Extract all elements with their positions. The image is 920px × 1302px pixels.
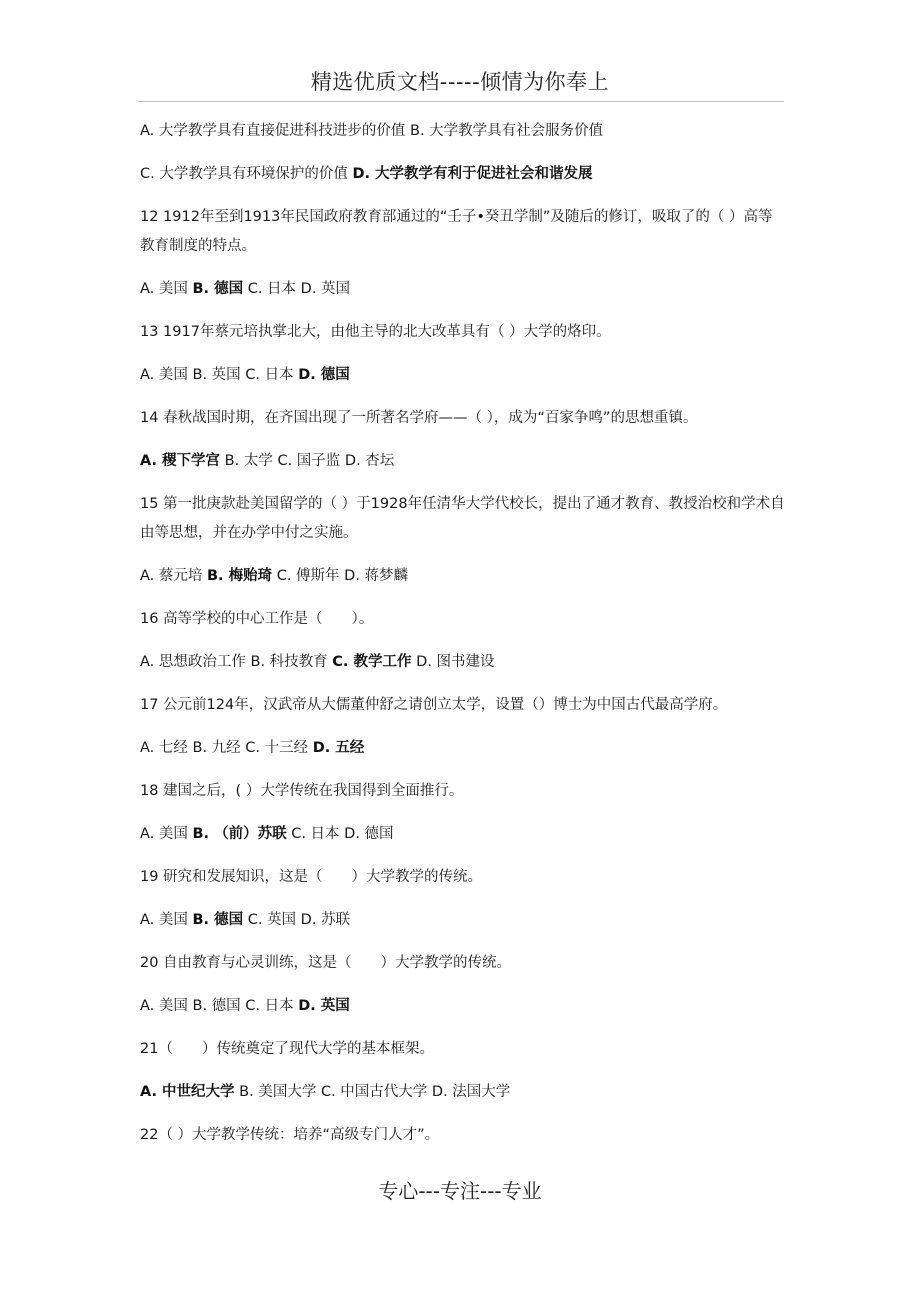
text-segment: 22（ ）大学教学传统：培养“高级专门人才”。 [140,1127,440,1143]
text-segment: 17 公元前124年，汉武帝从大儒董仲舒之请创立太学，设置（）博士为中国古代最高学府。 [140,697,728,713]
correct-answer: B. 梅贻琦 [207,568,273,584]
correct-answer: D. 五经 [312,740,365,756]
text-segment: C. 日本 D. 德国 [286,826,394,842]
text-segment: 19 研究和发展知识，这是（ ）大学教学的传统。 [140,869,483,885]
text-segment: A. 美国 B. 德国 C. 日本 [140,998,299,1014]
text-segment: 14 春秋战国时期，在齐国出现了一所著名学府——（ ），成为“百家争鸣”的思想重镇。 [140,410,698,426]
text-segment: B. 美国大学 C. 中国古代大学 D. 法国大学 [234,1084,511,1100]
correct-answer: A. 稷下学宫 [140,453,221,469]
answer-options [140,117,788,146]
question-text [140,949,785,978]
page-footer-text: 专心---专注---专业 [378,1179,542,1203]
correct-answer: A. 中世纪大学 [140,1084,235,1100]
correct-answer: B. 德国 [192,912,244,928]
answer-options [140,160,788,189]
correct-answer: D. 德国 [298,367,350,383]
answer-options [140,648,788,677]
correct-answer: B. 德国 [192,281,244,297]
text-segment: 16 高等学校的中心工作是（ ）。 [140,611,374,627]
text-segment: C. 大学教学具有环境保护的价值 [140,166,353,182]
text-segment: A. 大学教学具有直接促进科技进步的价值 B. 大学教学具有社会服务价值 [140,123,604,139]
answer-options [140,361,788,390]
text-segment: 21（ ）传统奠定了现代大学的基本框架。 [140,1041,434,1057]
correct-answer: C. 教学工作 [332,654,412,670]
question-text [140,1121,785,1150]
answer-options [140,447,788,476]
question-text [140,490,785,548]
answer-options [140,734,788,763]
text-segment: C. 英国 D. 苏联 [243,912,351,928]
text-segment: A. 七经 B. 九经 C. 十三经 [140,740,313,756]
question-text [140,863,785,892]
answer-options [140,1078,788,1107]
correct-answer: D. 大学教学有利于促进社会和谐发展 [352,166,593,182]
text-segment: 12 1912年至到1913年民国政府教育部通过的“壬子•癸丑学制”及随后的修订，吸取了的（ ）高等教育制度的特点。 [140,209,773,254]
question-text [140,404,785,433]
answer-options [140,562,788,591]
document-body [140,117,788,1164]
text-segment: C. 日本 D. 英国 [243,281,351,297]
text-segment: A. 美国 B. 英国 C. 日本 [140,367,299,383]
text-segment: 15 第一批庚款赴美国留学的（ ）于1928年任清华大学代校长，提出了通才教育、教授治校和学术自由等思想，并在办学中付之实施。 [140,496,785,541]
text-segment: 18 建国之后，( ）大学传统在我国得到全面推行。 [140,783,464,799]
correct-answer: D. 英国 [298,998,350,1014]
page-header-title: 精选优质文档-----倾情为你奉上 [310,70,610,94]
answer-options [140,275,788,304]
question-text [140,691,785,720]
text-segment: A. 思想政治工作 B. 科技教育 [140,654,333,670]
text-segment: A. 美国 [140,826,193,842]
question-text [140,605,785,634]
answer-options [140,992,788,1021]
answer-options [140,906,788,935]
text-segment: A. 蔡元培 [140,568,207,584]
text-segment: D. 图书建设 [411,654,495,670]
answer-options [140,820,788,849]
text-segment: A. 美国 [140,281,193,297]
header-divider [138,101,784,102]
text-segment: A. 美国 [140,912,193,928]
text-segment: 20 自由教育与心灵训练，这是（ ）大学教学的传统。 [140,955,512,971]
text-segment: C. 傅斯年 D. 蒋梦麟 [272,568,409,584]
question-text [140,1035,785,1064]
question-text [140,203,785,261]
text-segment: 13 1917年蔡元培执掌北大，由他主导的北大改革具有（ ）大学的烙印。 [140,324,611,340]
text-segment: B. 太学 C. 国子监 D. 杏坛 [220,453,395,469]
correct-answer: B. （前）苏联 [192,826,287,842]
question-text [140,318,785,347]
question-text [140,777,785,806]
